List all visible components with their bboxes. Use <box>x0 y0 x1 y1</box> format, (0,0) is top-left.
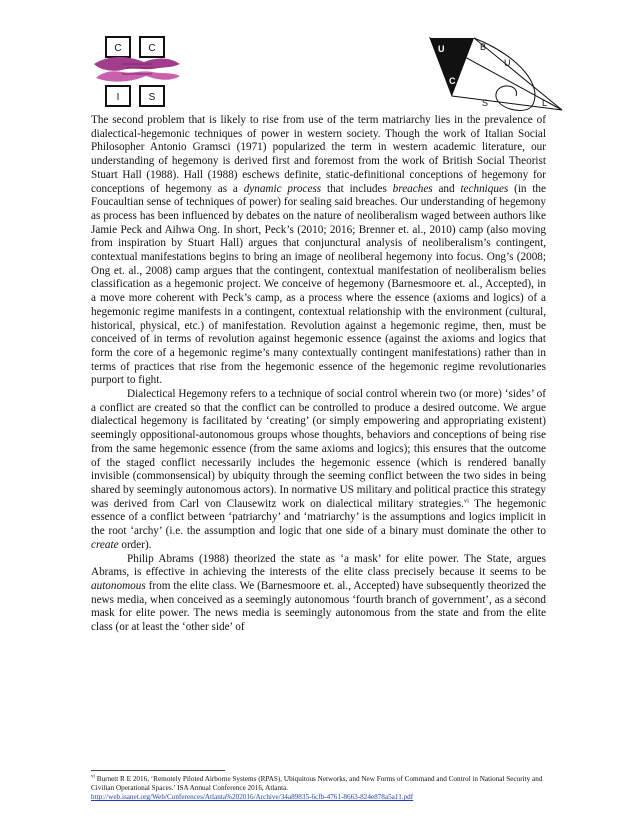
text-run: that includes <box>321 182 393 195</box>
paragraph <box>91 114 546 388</box>
footnote <box>91 775 546 803</box>
logo-letter: L <box>542 98 548 108</box>
italic-run: create <box>91 538 119 551</box>
footnote-citation: Burnett R E 2016, ‘Remotely Piloted Airborne Systems (RPAS), Ubiquitous Networks, and New Forms of Command and Control in National Security and Civilian Operational Spaces.’ ISA Annual Conference 2016, Atlanta. <box>91 775 543 793</box>
text-run: (in the Foucaultian sense of techniques of power) for sealing said breaches. Our understanding of hegemony as process has been influenced by debates on the nature of neoliberalism waged between authors like Jamie Peck and Aihwa Ong. In short, Peck’s (2010; 2016; Brenner et. al., 2010) camp (also moving from inspiration by Stuart Hall) argues that conjunctural analysis of neoliberalism’s contingent, contextual manifestations begins to bring an image of neoliberal hegemony into focus. Ong’s (2008; Ong et. al., 2008) camp argues that the contingent, contextual manifestation of neoliberalism belies classification as a hegemonic project. We conceive of hegemony (Barnesmoore et. al., Accepted), in a move more coherent with Peck’s camp, as a process where the essence (axioms and logics) of a hegemonic regime manifests in a contingent, contextual relationship with the environment (cultural, historical, physical, etc.) of manifestation. Revolution against a hegemonic regime, then, must be conceived of in terms of revolution against hegemonic essence (against the axioms and logics that form the core of a hegemonic regime’s many contextually contingent manifestations) rather than in terms of practices that rise from the hegemonic essence of the hegemonic regime revolutionaries purport to fight. <box>91 182 546 387</box>
footnote-url-line <box>91 793 546 802</box>
text-run: The hegemonic essence of a conflict between ‘patriarchy’ and ‘matriarchy’ is the assumptions and logics implicit in the root ‘archy’ (i.e. the assumption and logic that one side of a binary must dominate the other to <box>91 497 546 538</box>
italic-run: techniques <box>460 182 509 195</box>
hands-logo <box>92 34 184 112</box>
spiral-triangle-logo <box>424 36 566 112</box>
text-run: order). <box>118 538 152 551</box>
text-run: Dialectical Hegemony refers to a technique of social control wherein two (or more) ‘sides’ of a conflict are created so that the conflict can be controlled to produce a desired outcome. We argue dialectical hegemony is facilitated by ‘creating’ (or simply empowering and appropriating existent) seemingly oppositional-autonomous groups whose thoughts, behaviors and conceptions of being rise from the same hegemonic essence (from the same axioms and logics); this ensures that the outcome of the staged conflict necessarily includes the hegemonic essence (which is rendered banally invisible (commonsensical) by ubiquity through the seeming conflict between the two sides in being shared by seemingly autonomous actors). In normative US military and political practice this strategy was derived from Carl von Clausewitz work on dialectical military strategies. <box>91 388 546 510</box>
text-run: and <box>432 182 461 195</box>
logo-cell-label: C <box>148 43 156 54</box>
logo-letter: C <box>449 76 456 86</box>
footnote-separator <box>91 770 225 771</box>
logo-cell-label: C <box>114 43 122 54</box>
footnote-marker: vi <box>91 774 95 780</box>
paragraph <box>91 388 546 552</box>
italic-run: autonomous <box>91 579 146 592</box>
italic-run: breaches <box>392 182 433 195</box>
text-run: from the elite class. We (Barnesmoore et. al., Accepted) have subsequently theorized the news media, when conceived as a seemingly autonomous ‘fourth branch of government’, as a second mask for elite power. The news media is seemingly autonomous from the state and from the elite class (or at least the ‘other side’ of <box>91 579 546 634</box>
footnote-link[interactable]: http://web.isanet.org/Web/Conferences/Atlanta%202016/Archive/34a89835-6cfb-4761-8663-824e878a5a11.pdf <box>91 793 414 802</box>
paragraph <box>91 553 546 635</box>
body-text <box>91 114 546 635</box>
logo-letter: S <box>482 98 489 108</box>
logo-letter: U <box>504 58 511 68</box>
text-run: Philip Abrams (1988) theorized the state as ‘a mask’ for elite power. The State, argues Abrams, is effective in achieving the interests of the elite class precisely because it seems to be <box>91 552 546 579</box>
logo-letter: U <box>438 44 445 54</box>
footnote-text <box>91 775 546 793</box>
logo-letter: B <box>480 42 487 52</box>
text-run: The second problem that is likely to rise from use of the term matriarchy lies in the prevalence of dialectical-hegemonic techniques of power in western society. Though the work of Italian Social Philosopher Antonio Gramsci (1971) popularized the term in western academic literature, our understanding of hegemony is derived first and foremost from the work of British Social Theorist Stuart Hall (1988). Hall (1988) eschews definite, static-definitional conceptions of hegemony for conceptions of hegemony as a <box>91 114 546 195</box>
footnote-reference[interactable]: vi <box>463 496 469 504</box>
logo-cell-label: I <box>116 92 120 103</box>
italic-run: dynamic process <box>243 182 322 195</box>
logo-cell-label: S <box>148 92 156 103</box>
